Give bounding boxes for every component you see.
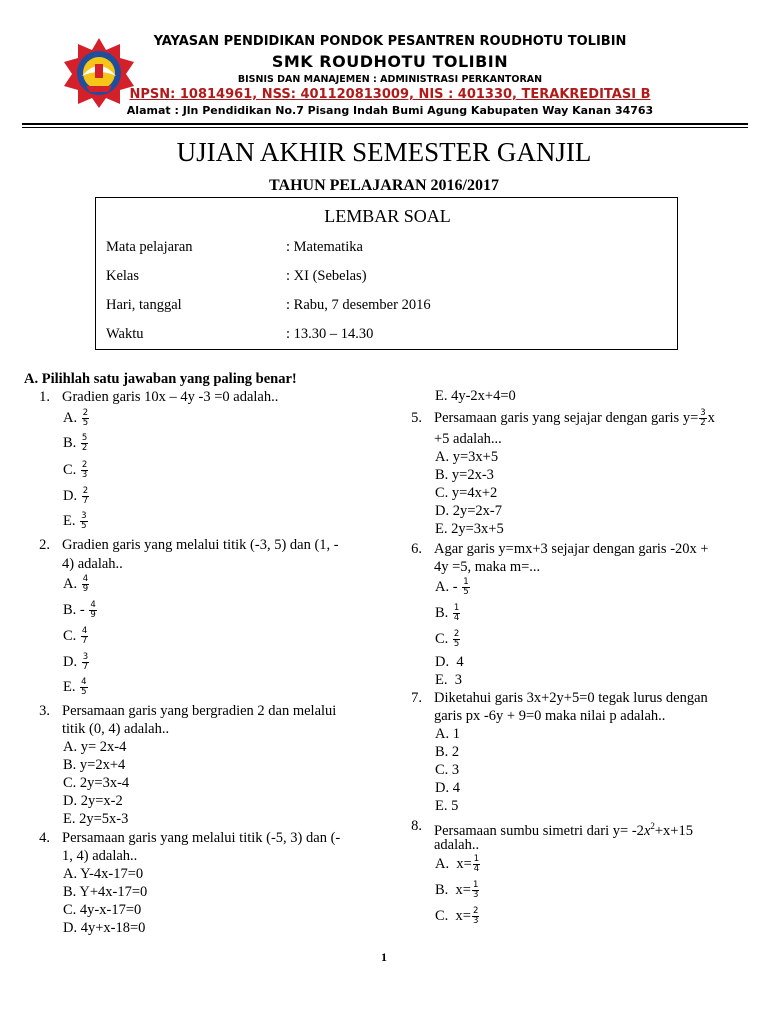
info-label: Hari, tanggal [106, 297, 182, 313]
answer-option: B. 2 [435, 744, 460, 760]
question-number: 3. [39, 703, 50, 719]
info-value: : Matematika [286, 239, 363, 255]
answer-option: A. $\frac{2}{5}$ [63, 408, 89, 429]
question-number: 7. [411, 690, 422, 706]
info-label: Waktu [106, 326, 144, 342]
answer-option: E. 3 [435, 672, 462, 688]
question-text: 1, 4) adalah.. [62, 848, 138, 864]
answer-option: A. x= $\frac{1}{4}$ [435, 854, 480, 875]
answer-option: D. 4 [435, 780, 460, 796]
answer-option: B. Y+4x-17=0 [63, 884, 148, 900]
exam-year: TAHUN PELAJARAN 2016/2017 [269, 177, 499, 194]
answer-option: C. 3 [435, 762, 460, 778]
info-value: : Rabu, 7 desember 2016 [286, 297, 431, 313]
info-value: : 13.30 – 14.30 [286, 326, 374, 342]
question-text: titik (0, 4) adalah.. [62, 721, 170, 737]
answer-option: C. y=4x+2 [435, 485, 498, 501]
question-text: Diketahui garis 3x+2y+5=0 tegak lurus dengan [434, 690, 708, 706]
answer-option: A. y= 2x-4 [63, 739, 127, 755]
school-address: Alamat : Jln Pendidikan No.7 Pisang Indah Bumi Agung Kabupaten Way Kanan 34763 [126, 104, 654, 117]
answer-option: E. $\frac{3}{5}$ [63, 511, 87, 532]
info-label: Kelas [106, 268, 140, 284]
question-text: Gradien garis 10x – 4y -3 =0 adalah.. [62, 389, 279, 405]
answer-option: C. 4y-x-17=0 [63, 902, 142, 918]
answer-option: B. y=2x-3 [435, 467, 494, 483]
program-name: BISNIS DAN MANAJEMEN : ADMINISTRASI PERKANTORAN [237, 74, 543, 85]
question-number: 8. [411, 818, 422, 834]
question-number: 1. [39, 389, 50, 405]
answer-option: D. 4y+x-18=0 [63, 920, 146, 936]
info-box [95, 197, 678, 350]
question-text: Persamaan sumbu simetri dari $y= -2x^2+x+15$ [434, 821, 693, 839]
question-text: Persamaan garis yang sejajar dengan garis y= $\frac{3}{2}$ x [434, 408, 715, 429]
info-label: Mata pelajaran [106, 239, 193, 255]
question-text: 4y =5, maka m=... [434, 559, 541, 575]
answer-option: B. $\frac{1}{4}$ [435, 603, 460, 624]
answer-option: B. $\frac{5}{2}$ [63, 433, 88, 454]
question-text: Gradien garis yang melalui titik (-3, 5) dan (1, - [62, 537, 339, 553]
question-number: 4. [39, 830, 50, 846]
answer-option: E. $\frac{4}{5}$ [63, 677, 87, 698]
school-ids: NPSN: 10814961, NSS: 401120813009, NIS : 401330, TERAKREDITASI B [129, 87, 651, 102]
question-number: 6. [411, 541, 422, 557]
answer-option: C. x= $\frac{2}{3}$ [435, 906, 479, 927]
answer-option: A. y=3x+5 [435, 449, 499, 465]
answer-option: C. $\frac{2}{3}$ [63, 460, 88, 481]
school-name: SMK ROUDHOTU TOLIBIN [271, 52, 509, 71]
info-value: : XI (Sebelas) [286, 268, 367, 284]
answer-option: D. 2y=2x-7 [435, 503, 502, 519]
answer-option: E. 2y=3x+5 [435, 521, 504, 537]
question-text: garis px -6y + 9=0 maka nilai p adalah.. [434, 708, 666, 724]
exam-title: UJIAN AKHIR SEMESTER GANJIL [176, 137, 592, 167]
answer-option: D. $\frac{2}{7}$ [63, 486, 89, 507]
question-text: Persamaan garis yang bergradien 2 dan melalui [62, 703, 337, 719]
answer-option: A. 1 [435, 726, 460, 742]
answer-option: A. - $\frac{1}{5}$ [435, 577, 469, 598]
answer-option: B. - $\frac{4}{9}$ [63, 600, 96, 621]
header-divider [22, 123, 748, 125]
question-number: 5. [411, 410, 422, 426]
answer-option: D. $\frac{3}{7}$ [63, 652, 89, 673]
answer-option: C. 2y=3x-4 [63, 775, 130, 791]
foundation-name: YAYASAN PENDIDIKAN PONDOK PESANTREN ROUDHOTU TOLIBIN [153, 34, 627, 49]
answer-option: B. x= $\frac{1}{3}$ [435, 880, 479, 901]
answer-option: E. 4y-2x+4=0 [435, 388, 516, 404]
question-text: Persamaan garis yang melalui titik (-5, 3) dan (- [62, 830, 341, 846]
answer-option: C. $\frac{4}{7}$ [63, 626, 88, 647]
question-text: 4) adalah.. [62, 556, 123, 572]
sheet-heading: LEMBAR SOAL [324, 206, 451, 226]
answer-option: B. y=2x+4 [63, 757, 126, 773]
answer-option: E. 2y=5x-3 [63, 811, 129, 827]
header-divider-thin [22, 127, 748, 128]
answer-option: E. 5 [435, 798, 459, 814]
answer-option: D. 2y=x-2 [63, 793, 123, 809]
question-text: adalah.. [434, 837, 480, 853]
answer-option: A. Y-4x-17=0 [63, 866, 144, 882]
question-text: Agar garis y=mx+3 sejajar dengan garis -20x + [434, 541, 709, 557]
section-instruction: A. Pilihlah satu jawaban yang paling benar! [24, 371, 297, 387]
question-number: 2. [39, 537, 50, 553]
answer-option: A. $\frac{4}{9}$ [63, 574, 89, 595]
page-number: 1 [381, 950, 387, 964]
answer-option: D. 4 [435, 654, 464, 670]
answer-option: C. $\frac{2}{5}$ [435, 629, 460, 650]
question-text: +5 adalah... [434, 431, 502, 447]
